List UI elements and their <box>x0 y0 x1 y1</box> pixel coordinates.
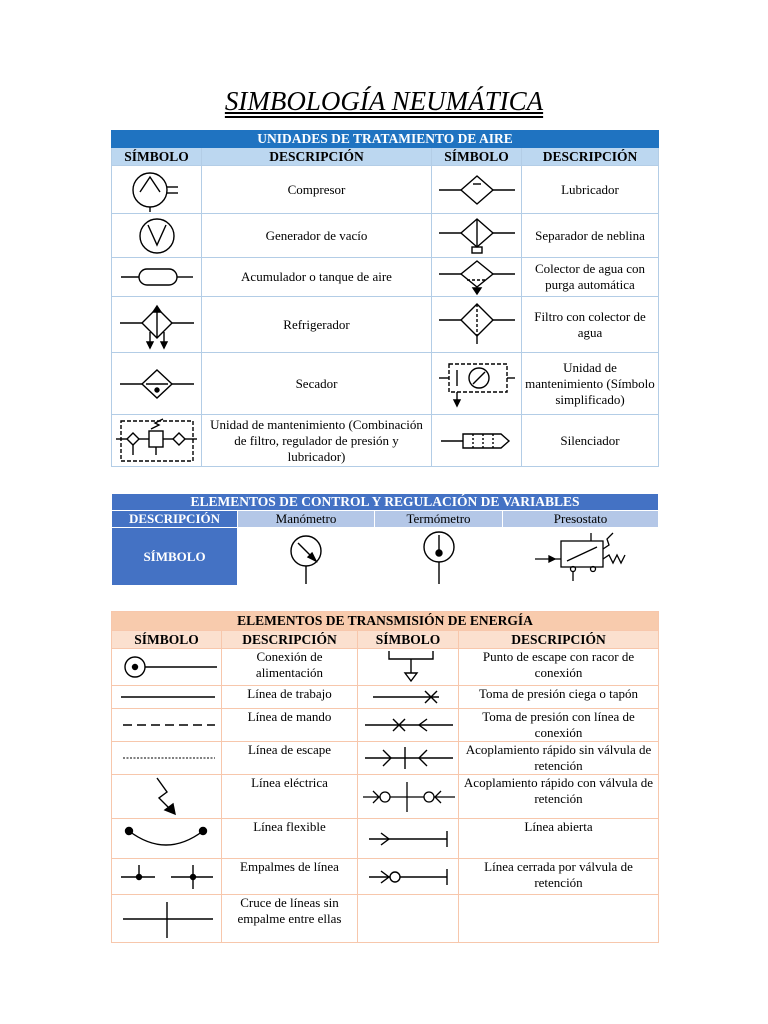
col-symbol-header: SÍMBOLO <box>112 528 238 586</box>
table-cell: Refrigerador <box>202 297 432 353</box>
table-cell: Unidad de mantenimiento (Símbolo simplificado) <box>522 353 659 415</box>
table-row <box>112 895 659 943</box>
table-cell: Filtro con colector de agua <box>522 297 659 353</box>
table-row <box>112 649 659 686</box>
pressure-switch-symbol <box>503 528 659 586</box>
table-cell: Empalmes de línea <box>222 859 358 895</box>
col-symbol-header: SÍMBOLO <box>112 148 202 166</box>
filter-collector-symbol <box>432 297 522 353</box>
manometer-symbol <box>238 528 375 586</box>
supply-connection-symbol <box>112 649 222 686</box>
vacuum-generator-symbol <box>112 214 202 258</box>
table-cell: Línea flexible <box>222 819 358 859</box>
col-symbol-header: SÍMBOLO <box>358 631 459 649</box>
water-collector-symbol <box>432 258 522 297</box>
maintenance-unit-simple-symbol <box>432 353 522 415</box>
table-row <box>112 297 659 353</box>
table-row <box>112 819 659 859</box>
table-cell: Conexión de alimentación <box>222 649 358 686</box>
col-description-header: DESCRIPCIÓN <box>112 511 238 528</box>
air-treatment-heading: UNIDADES DE TRATAMIENTO DE AIRE <box>112 131 659 148</box>
air-treatment-table <box>111 130 659 467</box>
table-row <box>112 415 659 467</box>
thermometer-symbol <box>375 528 503 586</box>
table-cell: Lubricador <box>522 166 659 214</box>
quick-coupling-check-symbol <box>358 775 459 819</box>
col-description-header: DESCRIPCIÓN <box>522 148 659 166</box>
open-line-symbol <box>358 819 459 859</box>
table-row <box>112 166 659 214</box>
table-cell: Unidad de mantenimiento (Combinación de filtro, regulador de presión y lubricador) <box>202 415 432 467</box>
col-description-header: DESCRIPCIÓN <box>222 631 358 649</box>
col-symbol-header: SÍMBOLO <box>432 148 522 166</box>
electric-line-symbol <box>112 775 222 819</box>
flexible-line-symbol <box>112 819 222 859</box>
accumulator-symbol <box>112 258 202 297</box>
col-description-header: DESCRIPCIÓN <box>459 631 659 649</box>
table-cell: Punto de escape con racor de conexión <box>459 649 659 686</box>
table-cell: Línea eléctrica <box>222 775 358 819</box>
mist-separator-symbol <box>432 214 522 258</box>
exhaust-line-symbol <box>112 742 222 775</box>
lubricator-symbol <box>432 166 522 214</box>
table-cell: Secador <box>202 353 432 415</box>
item-label: Manómetro <box>238 511 375 528</box>
table-cell <box>459 895 659 943</box>
table-row <box>112 775 659 819</box>
cooler-symbol <box>112 297 202 353</box>
table-cell: Acumulador o tanque de aire <box>202 258 432 297</box>
table-row <box>112 686 659 709</box>
col-description-header: DESCRIPCIÓN <box>202 148 432 166</box>
maintenance-unit-symbol <box>112 415 202 467</box>
table-cell: Toma de presión ciega o tapón <box>459 686 659 709</box>
table-row <box>112 258 659 297</box>
table-row <box>112 742 659 775</box>
control-heading: ELEMENTOS DE CONTROL Y REGULACIÓN DE VARIABLES <box>112 494 659 511</box>
table-cell: Línea de mando <box>222 709 358 742</box>
table-cell: Toma de presión con línea de conexión <box>459 709 659 742</box>
table-cell: Silenciador <box>522 415 659 467</box>
blind-pressure-tap-symbol <box>358 686 459 709</box>
transmission-heading: ELEMENTOS DE TRANSMISIÓN DE ENERGÍA <box>112 612 659 631</box>
control-table <box>111 493 659 586</box>
pilot-line-symbol <box>112 709 222 742</box>
line-crossing-symbol <box>112 895 222 943</box>
table-cell: Colector de agua con purga automática <box>522 258 659 297</box>
table-row <box>112 214 659 258</box>
table-row <box>112 859 659 895</box>
table-cell: Acoplamiento rápido con válvula de retención <box>459 775 659 819</box>
table-cell: Línea cerrada por válvula de retención <box>459 859 659 895</box>
transmission-table <box>111 611 659 943</box>
exhaust-point-symbol <box>358 649 459 686</box>
dryer-symbol <box>112 353 202 415</box>
line-junction-symbol <box>112 859 222 895</box>
quick-coupling-symbol <box>358 742 459 775</box>
pressure-tap-line-symbol <box>358 709 459 742</box>
table-cell: Cruce de líneas sin empalme entre ellas <box>222 895 358 943</box>
table-cell: Línea de escape <box>222 742 358 775</box>
working-line-symbol <box>112 686 222 709</box>
table-cell: Compresor <box>202 166 432 214</box>
table-cell: Generador de vacío <box>202 214 432 258</box>
table-cell: Acoplamiento rápido sin válvula de retención <box>459 742 659 775</box>
closed-line-check-symbol <box>358 859 459 895</box>
item-label: Presostato <box>503 511 659 528</box>
silencer-symbol <box>432 415 522 467</box>
table-cell: Separador de neblina <box>522 214 659 258</box>
item-label: Termómetro <box>375 511 503 528</box>
table-row <box>112 709 659 742</box>
table-cell: Línea de trabajo <box>222 686 358 709</box>
table-row <box>112 353 659 415</box>
col-symbol-header: SÍMBOLO <box>112 631 222 649</box>
page-title: SIMBOLOGÍA NEUMÁTICA <box>224 86 544 116</box>
empty-cell <box>358 895 459 943</box>
compressor-symbol <box>112 166 202 214</box>
table-cell: Línea abierta <box>459 819 659 859</box>
